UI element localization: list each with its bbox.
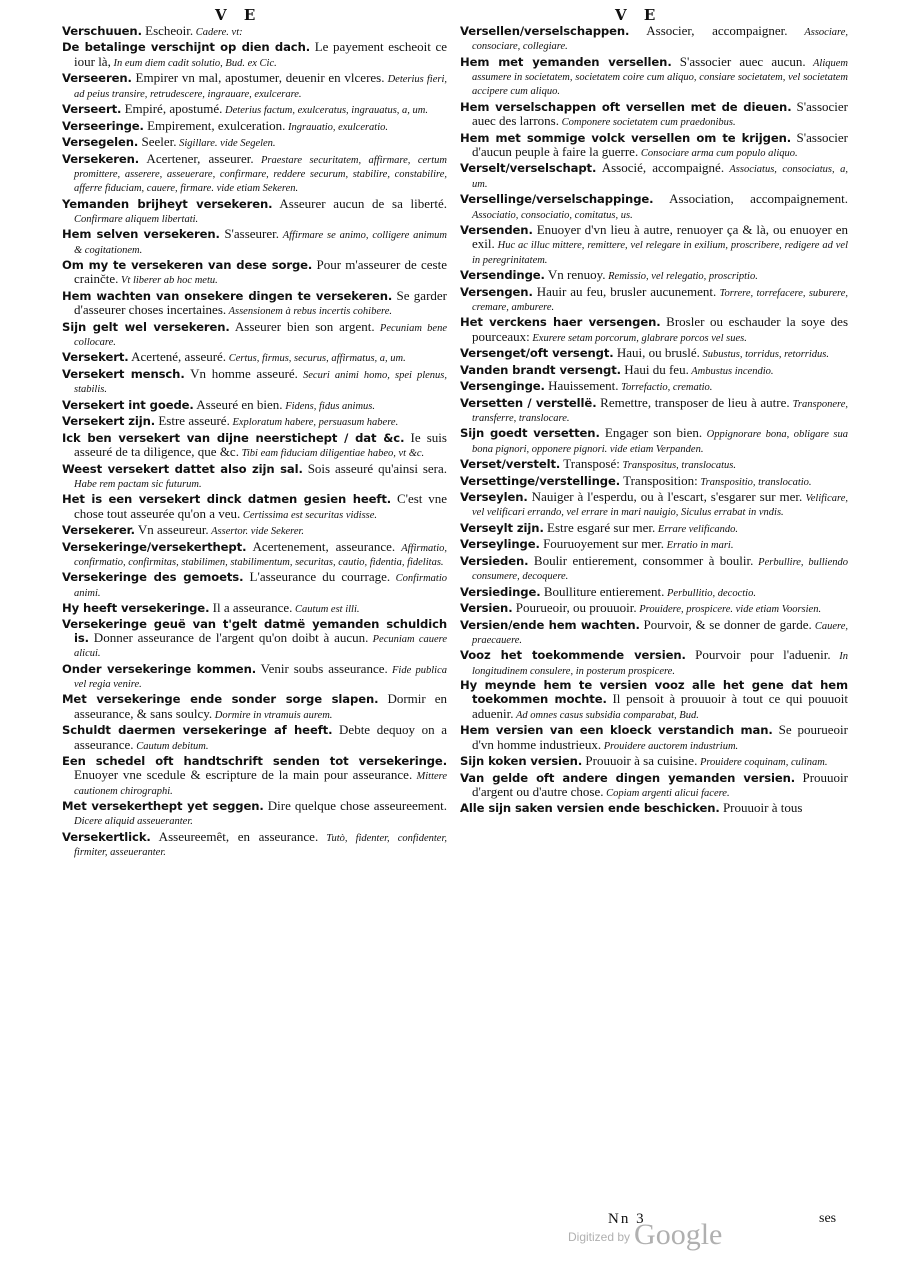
dictionary-entry: [62, 830, 447, 860]
latin-gloss: Deterius factum, exulceratus, ingrauatus, a, um.: [222, 105, 429, 117]
headword: Versendinge.: [460, 268, 545, 283]
headword: Een schedel oft handtschrift senden tot versekeringe.: [62, 754, 447, 769]
headword: Sijn gelt wel versekeren.: [62, 319, 230, 334]
latin-gloss: Aliquem assumere in societatem, societatem coire cum aliquo, consiare societatem, vel societatem accipere cum aliquo.: [472, 57, 848, 98]
dictionary-entry: [62, 799, 447, 829]
headword: Verseert.: [62, 102, 122, 117]
headword: Verselt/verselschapt.: [460, 161, 597, 176]
french-gloss: Vn renuoy.: [544, 267, 606, 283]
latin-gloss: Confirmare aliquem libertati.: [74, 213, 199, 225]
french-gloss: Asseurer aucun de sa liberté.: [272, 195, 447, 211]
latin-gloss: Securi animi homo, spei plenus, stabilis.: [74, 369, 448, 396]
french-gloss: Empiré, apostumé.: [121, 101, 223, 117]
latin-gloss: Torrefactio, crematio.: [618, 382, 713, 394]
headword: Versekertlick.: [62, 829, 151, 844]
headword: Hy heeft versekeringe.: [62, 601, 210, 616]
french-gloss: Remettre, transposer de lieu à autre.: [596, 394, 790, 410]
dictionary-entry: [460, 346, 848, 361]
dictionary-entry: [460, 223, 848, 267]
dictionary-entry: [460, 801, 848, 815]
latin-gloss: In longitudinem consulere, in posterum prospicere.: [472, 651, 849, 677]
latin-gloss: Habe rem pactam sic futurum.: [74, 478, 202, 490]
latin-gloss: Assensionem à rebus incertis cohibere.: [226, 306, 392, 318]
dictionary-entry: [460, 396, 848, 426]
latin-gloss: Consociare arma cum populo aliquo.: [638, 147, 798, 159]
dictionary-entry: [62, 431, 447, 461]
headword: Versekert int goede.: [62, 397, 194, 412]
watermark-prefix: Digitized by: [568, 1230, 631, 1244]
latin-gloss: Erratio in mari.: [664, 540, 734, 552]
headword: Ick ben versekert van dijne neerstichept / dat &c.: [62, 430, 405, 445]
dictionary-entry: [460, 55, 848, 99]
dictionary-entry: [460, 285, 848, 315]
latin-gloss: Cauere, praecauere.: [472, 620, 848, 646]
headword: Sijn goedt versetten.: [460, 426, 600, 441]
french-gloss: Pourvoir, & se donner de garde.: [639, 616, 812, 632]
dictionary-entry: [460, 474, 848, 489]
latin-gloss: Ambustus incendio.: [688, 365, 774, 377]
french-gloss: Asseureemêt, en asseurance.: [150, 828, 319, 844]
latin-gloss: Mittere cautionem chirographi.: [74, 771, 448, 797]
dictionary-entry: [62, 102, 447, 117]
dictionary-entry: [62, 24, 447, 39]
latin-gloss: Confirmatio animi.: [74, 573, 448, 599]
latin-gloss: Certissima est securitas vidisse.: [240, 509, 378, 521]
french-gloss: Acertené, asseuré.: [128, 349, 227, 365]
french-gloss: S'associer d'aucun peuple à faire la guerre.: [472, 129, 848, 159]
headword: Schuldt daermen versekeringe af heeft.: [62, 723, 333, 738]
dictionary-entry: [62, 320, 447, 350]
french-gloss: Hauissement.: [544, 378, 619, 394]
french-gloss: Enuoyer d'vn lieu à autre, renuoyer ça & là, ou enuoyer en exil.: [472, 221, 848, 252]
headword: Versieden.: [460, 553, 529, 568]
latin-gloss: Cautum est illi.: [292, 604, 360, 616]
french-gloss: Pour m'asseurer de ceste crainčte.: [74, 257, 447, 287]
latin-gloss: Perbullire, bulliendo consumere, decoquere.: [472, 556, 848, 583]
latin-gloss: Associatus, consociatus, a, um.: [472, 164, 848, 190]
dictionary-entry: [460, 754, 848, 769]
headword: Versenget/oft versengt.: [460, 346, 614, 361]
french-gloss: Acertenement, asseurance.: [246, 538, 396, 554]
dictionary-entry: [62, 398, 447, 413]
french-gloss: Acertener, asseurer.: [139, 150, 254, 166]
dictionary-entry: [62, 119, 447, 134]
signature-mark: Nn 3: [608, 1211, 646, 1227]
right-column: [460, 24, 848, 817]
french-gloss: Estre esgaré sur mer.: [543, 519, 656, 535]
google-watermark: [568, 1218, 722, 1252]
dictionary-entry: [62, 227, 447, 257]
latin-gloss: Velificare, vel velificari errando, vel errare in mari nauigio, Siculus errabat in vndis.: [472, 493, 848, 519]
french-gloss: L'asseurance du courrage.: [243, 569, 391, 585]
latin-gloss: Prouidere coquinam, culinam.: [697, 757, 828, 769]
dictionary-entry: [460, 648, 848, 678]
latin-gloss: Sigillare. vide Segelen.: [176, 138, 276, 150]
dictionary-entry: [62, 570, 447, 600]
headword: Hem wachten van onsekere dingen te versekeren.: [62, 288, 393, 303]
latin-gloss: Pecuniam bene collocare.: [74, 322, 447, 348]
dictionary-entry: [62, 414, 447, 429]
french-gloss: Associé, accompaigné.: [596, 160, 725, 176]
french-gloss: Enuoyer vne scedule & escripture de la main pour asseurance.: [74, 767, 413, 783]
latin-gloss: Remissio, vel relegatio, proscriptio.: [605, 271, 758, 283]
left-column: [62, 24, 447, 861]
headword: Verseylt zijn.: [460, 520, 544, 535]
latin-gloss: Cautum debitum.: [133, 740, 209, 752]
latin-gloss: Deterius fieri, ad peius transire, retrudescere, ingrauare, exulcerare.: [74, 74, 447, 100]
french-gloss: Prouuoir à sa cuisine.: [582, 753, 698, 769]
dictionary-entry: [460, 679, 848, 722]
headword: Versenden.: [460, 222, 533, 237]
headword: Hem verselschappen oft versellen met de dieuen.: [460, 99, 792, 114]
latin-gloss: Perbullitio, decoctio.: [664, 587, 756, 599]
headword: Het is een versekert dinck datmen gesien heeft.: [62, 492, 392, 507]
dictionary-entry: [62, 492, 447, 522]
french-gloss: Haui, ou bruslé.: [613, 345, 700, 361]
dictionary-entry: [460, 618, 848, 648]
dictionary-entry: [460, 379, 848, 394]
headword: Sijn koken versien.: [460, 754, 583, 769]
headword: Alle sijn saken versien ende beschicken.: [460, 801, 720, 816]
french-gloss: Venir soubs asseurance.: [256, 660, 388, 676]
dictionary-entry: [62, 152, 447, 196]
latin-gloss: Torrere, torrefacere, suburere, cremare, amburere.: [472, 287, 848, 313]
latin-gloss: Fidens, fidus animus.: [282, 400, 376, 412]
dictionary-entry: [62, 523, 447, 538]
headword: Hy meynde hem te versien vooz alle het gene dat hem toekommen mochte.: [460, 678, 848, 707]
headword: Met versekeringe ende sonder sorge slapen.: [62, 692, 379, 707]
french-gloss: Vn homme asseuré.: [184, 365, 298, 381]
french-gloss: Dire quelque chose asseureement.: [263, 798, 447, 814]
french-gloss: Sois asseuré qu'ainsi sera.: [302, 460, 447, 476]
latin-gloss: Exploratum habere, persuasum habere.: [229, 417, 399, 429]
french-gloss: Boulliture entierement.: [540, 583, 665, 599]
headword: Hem versien van een kloeck verstandich man.: [460, 723, 773, 738]
french-gloss: Transposé:: [560, 456, 620, 472]
dictionary-entry: [460, 771, 848, 801]
french-gloss: Engager son bien.: [599, 425, 703, 441]
headword: Versekert mensch.: [62, 366, 185, 381]
dictionary-entry: [62, 540, 447, 570]
french-gloss: S'associer auec des larrons.: [472, 98, 848, 129]
headword: Hem selven versekeren.: [62, 227, 220, 242]
french-gloss: C'est vne chose tout asseurée qu'on a veu.: [74, 491, 447, 521]
dictionary-entry: [460, 457, 848, 472]
dictionary-entry: [460, 192, 848, 222]
dictionary-entry: [460, 426, 848, 456]
dictionary-entry: [62, 71, 447, 101]
headword: Versettinge/verstellinge.: [460, 473, 621, 488]
headword: Versenginge.: [460, 379, 545, 394]
latin-gloss: Ingrauatio, exulceratio.: [285, 121, 389, 133]
headword: Vooz het toekommende versien.: [460, 648, 686, 663]
latin-gloss: Prouidere, prospicere. vide etiam Voorsien.: [636, 604, 822, 616]
latin-gloss: Transpositus, translocatus.: [619, 460, 736, 472]
latin-gloss: Associatio, consociatio, comitatus, us.: [472, 209, 633, 221]
headword: Versien/ende hem wachten.: [460, 617, 640, 632]
dictionary-entry: [62, 601, 447, 616]
french-gloss: Associer, accompaigner.: [629, 23, 788, 38]
headword: Hem met sommige volck versellen om te krijgen.: [460, 130, 792, 145]
dictionary-entry: [460, 268, 848, 283]
dictionary-entry: [62, 692, 447, 722]
french-gloss: Vn asseureur.: [134, 522, 209, 538]
headword: Versegelen.: [62, 135, 139, 150]
french-gloss: Fouruoyement sur mer.: [539, 536, 665, 552]
dictionary-entry: [460, 490, 848, 520]
latin-gloss: Dicere aliquid asseueranter.: [74, 816, 193, 828]
french-gloss: Seeler.: [138, 134, 177, 150]
french-gloss: Estre asseuré.: [155, 413, 230, 429]
dictionary-entry: [460, 601, 848, 616]
dictionary-entry: [62, 723, 447, 753]
french-gloss: Escheoir.: [141, 23, 194, 38]
headword: Versiedinge.: [460, 584, 541, 599]
headword: Met versekerthept yet seggen.: [62, 799, 264, 814]
dictionary-entry: [460, 585, 848, 600]
headword: Verseeringe.: [62, 118, 144, 133]
latin-gloss: Associare, consociare, collegiare.: [472, 27, 848, 53]
dictionary-entry: [62, 462, 447, 492]
french-gloss: S'asseurer.: [219, 226, 280, 242]
french-gloss: Boulir entierement, consommer à boulir.: [528, 552, 754, 568]
dictionary-entry: [62, 350, 447, 365]
dictionary-entry: [62, 367, 447, 397]
headword: Versengen.: [460, 284, 533, 299]
french-gloss: Empirer vn mal, apostumer, deuenir en vlceres.: [131, 70, 385, 86]
watermark-brand: Google: [634, 1218, 723, 1251]
latin-gloss: Tutò, fidenter, confidenter, firmiter, asseueranter.: [74, 832, 447, 859]
latin-gloss: Subustus, torridus, retorridus.: [699, 349, 830, 361]
headword: Hem met yemanden versellen.: [460, 54, 672, 69]
dictionary-entry: [62, 289, 447, 319]
french-gloss: Haui du feu.: [620, 361, 689, 377]
headword: Versekeringe des gemoets.: [62, 570, 244, 585]
french-gloss: Pourvoir pour l'aduenir.: [685, 647, 831, 663]
dictionary-entry: [62, 618, 447, 661]
headword: Verset/verstelt.: [460, 457, 561, 472]
latin-gloss: Copiam argenti alicui facere.: [603, 787, 730, 799]
latin-gloss: Tibi eam fiduciam diligentiae habeo, vt &c.: [238, 448, 425, 460]
latin-gloss: Prouidere auctorem industrium.: [601, 740, 739, 752]
french-gloss: Le payement escheoit ce iour là,: [74, 39, 447, 69]
french-gloss: Empirement, exulceration.: [143, 117, 286, 133]
latin-gloss: In eum diem cadit solutio, Bud. ex Cic.: [110, 57, 277, 69]
latin-gloss: Fide publica vel regia venire.: [74, 664, 447, 690]
dictionary-entry: [460, 100, 848, 130]
headword: Versien.: [460, 601, 513, 616]
latin-gloss: Huc ac illuc mittere, remittere, vel relegare in exilium, proscribere, redigere ad vel in peregrinitatem.: [472, 240, 848, 266]
french-gloss: Prouuoir d'argent ou d'autre chose.: [472, 769, 848, 799]
latin-gloss: Affirmatio, confirmatio, confirmitas, stabilimen, stabilimentum, securitas, cautio, fidentia, fidelitas.: [74, 542, 448, 568]
headword: Het verckens haer versengen.: [460, 315, 661, 330]
latin-gloss: Assertor. vide Sekerer.: [208, 526, 305, 538]
french-gloss: Debte dequoy on a asseurance.: [74, 722, 447, 752]
latin-gloss: Errare velificando.: [655, 523, 739, 535]
dictionary-entry: [62, 197, 447, 227]
headword: Versekeringe geuë van t'gelt datmë yemanden schuldich is.: [62, 616, 447, 645]
dictionary-entry: [460, 315, 848, 345]
dictionary-entry: [460, 24, 848, 54]
french-gloss: Se garder d'asseurer choses incertaines.: [74, 287, 447, 318]
french-gloss: S'associer auec aucun.: [671, 53, 806, 69]
dictionary-entry: [460, 521, 848, 536]
french-gloss: Il a asseurance.: [209, 600, 293, 616]
dictionary-entry: [62, 662, 447, 692]
headword: Vanden brandt versengt.: [460, 362, 621, 377]
latin-gloss: Affirmare se animo, colligere animum & cogitationem.: [74, 230, 447, 256]
dictionary-entry: [460, 161, 848, 191]
headword: Verseylinge.: [460, 537, 540, 552]
french-gloss: Pourueoir, ou prouuoir.: [512, 600, 637, 616]
french-gloss: Asseuré en bien.: [193, 396, 283, 412]
latin-gloss: Dormire in vtramuis aurem.: [212, 709, 333, 721]
latin-gloss: Componere societatem cum praedonibus.: [559, 117, 736, 129]
headword: Versekeringe/versekerthept.: [62, 539, 247, 554]
french-gloss: Il pensoit à prouuoir à tout ce qui pouuoit aduenir.: [472, 691, 848, 721]
headword: Verseylen.: [460, 490, 528, 505]
headword: Onder versekeringe kommen.: [62, 661, 257, 676]
french-gloss: Prouuoir à tous: [719, 800, 803, 816]
latin-gloss: Vt liberer ab hoc metu.: [118, 275, 218, 287]
dictionary-entry: [460, 131, 848, 161]
headword: Versekert zijn.: [62, 414, 156, 429]
latin-gloss: Praestare securitatem, affirmare, certum promittere, asserere, asseuerare, confirmare, reddere securum, stabilire, constabilire, afferre fiduciam, cauere, firmare. vide etiam Sekeren.: [74, 154, 447, 195]
french-gloss: Asseurer bien son argent.: [229, 318, 375, 334]
french-gloss: Ie suis asseuré de ta diligence, que &c.: [74, 429, 447, 460]
french-gloss: Brosler ou eschauder la soye des pourceaux:: [472, 314, 848, 344]
french-gloss: Transposition:: [620, 472, 698, 488]
latin-gloss: Oppignorare bona, obligare sua bona pignori, opponere pignori. vide etiam Verpanden.: [472, 429, 848, 455]
dictionary-entry: [62, 258, 447, 288]
headword: Om my te versekeren van dese sorge.: [62, 258, 313, 273]
latin-gloss: Transponere, transferre, translocare.: [472, 398, 848, 424]
headword: Versellinge/verselschappinge.: [460, 192, 654, 207]
headword: Weest versekert dattet also zijn sal.: [62, 461, 303, 476]
french-gloss: Donner asseurance de l'argent qu'on doibt à aucun.: [88, 629, 369, 645]
headword: Versetten / verstellë.: [460, 395, 597, 410]
latin-gloss: Cadere. vt:: [193, 27, 243, 38]
running-head-left: V E: [215, 6, 262, 24]
headword: Versekerer.: [62, 523, 135, 538]
headword: Van gelde oft andere dingen yemanden versien.: [460, 770, 796, 785]
french-gloss: Dormir en asseurance, & sans soulcy.: [74, 691, 447, 721]
headword: Versekeren.: [62, 151, 140, 166]
dictionary-entry: [62, 135, 447, 150]
latin-gloss: Pecuniam cauere alicui.: [74, 633, 447, 660]
latin-gloss: Exurere setam porcorum, glabrare porcos vel sues.: [529, 332, 747, 344]
headword: Verseeren.: [62, 71, 132, 86]
dictionary-entry: [460, 537, 848, 552]
catchword: ses: [819, 1211, 837, 1226]
headword: Versekert.: [62, 350, 129, 365]
running-head-right: V E: [615, 6, 662, 24]
dictionary-entry: [62, 754, 447, 798]
dictionary-entry: [62, 40, 447, 70]
french-gloss: Nauiger à l'esperdu, ou à l'escart, s'esgarer sur mer.: [527, 489, 803, 505]
french-gloss: Association, accompaignement.: [653, 191, 848, 207]
headword: De betalinge verschijnt op dien dach.: [62, 40, 311, 55]
french-gloss: Hauir au feu, brusler aucunement.: [532, 283, 717, 299]
latin-gloss: Certus, firmus, securus, affirmatus, a, um.: [226, 353, 406, 365]
headword: Versellen/verselschappen.: [460, 24, 630, 38]
headword: Verschuuen.: [62, 24, 142, 38]
french-gloss: Se pourueoir d'vn homme industrieux.: [472, 722, 848, 752]
latin-gloss: Ad omnes casus subsidia comparabat, Bud.: [513, 709, 699, 721]
dictionary-entry: [460, 723, 848, 753]
headword: Yemanden brijheyt versekeren.: [62, 196, 273, 211]
latin-gloss: Transpositio, translocatio.: [697, 476, 812, 488]
dictionary-entry: [460, 363, 848, 378]
dictionary-entry: [460, 554, 848, 584]
